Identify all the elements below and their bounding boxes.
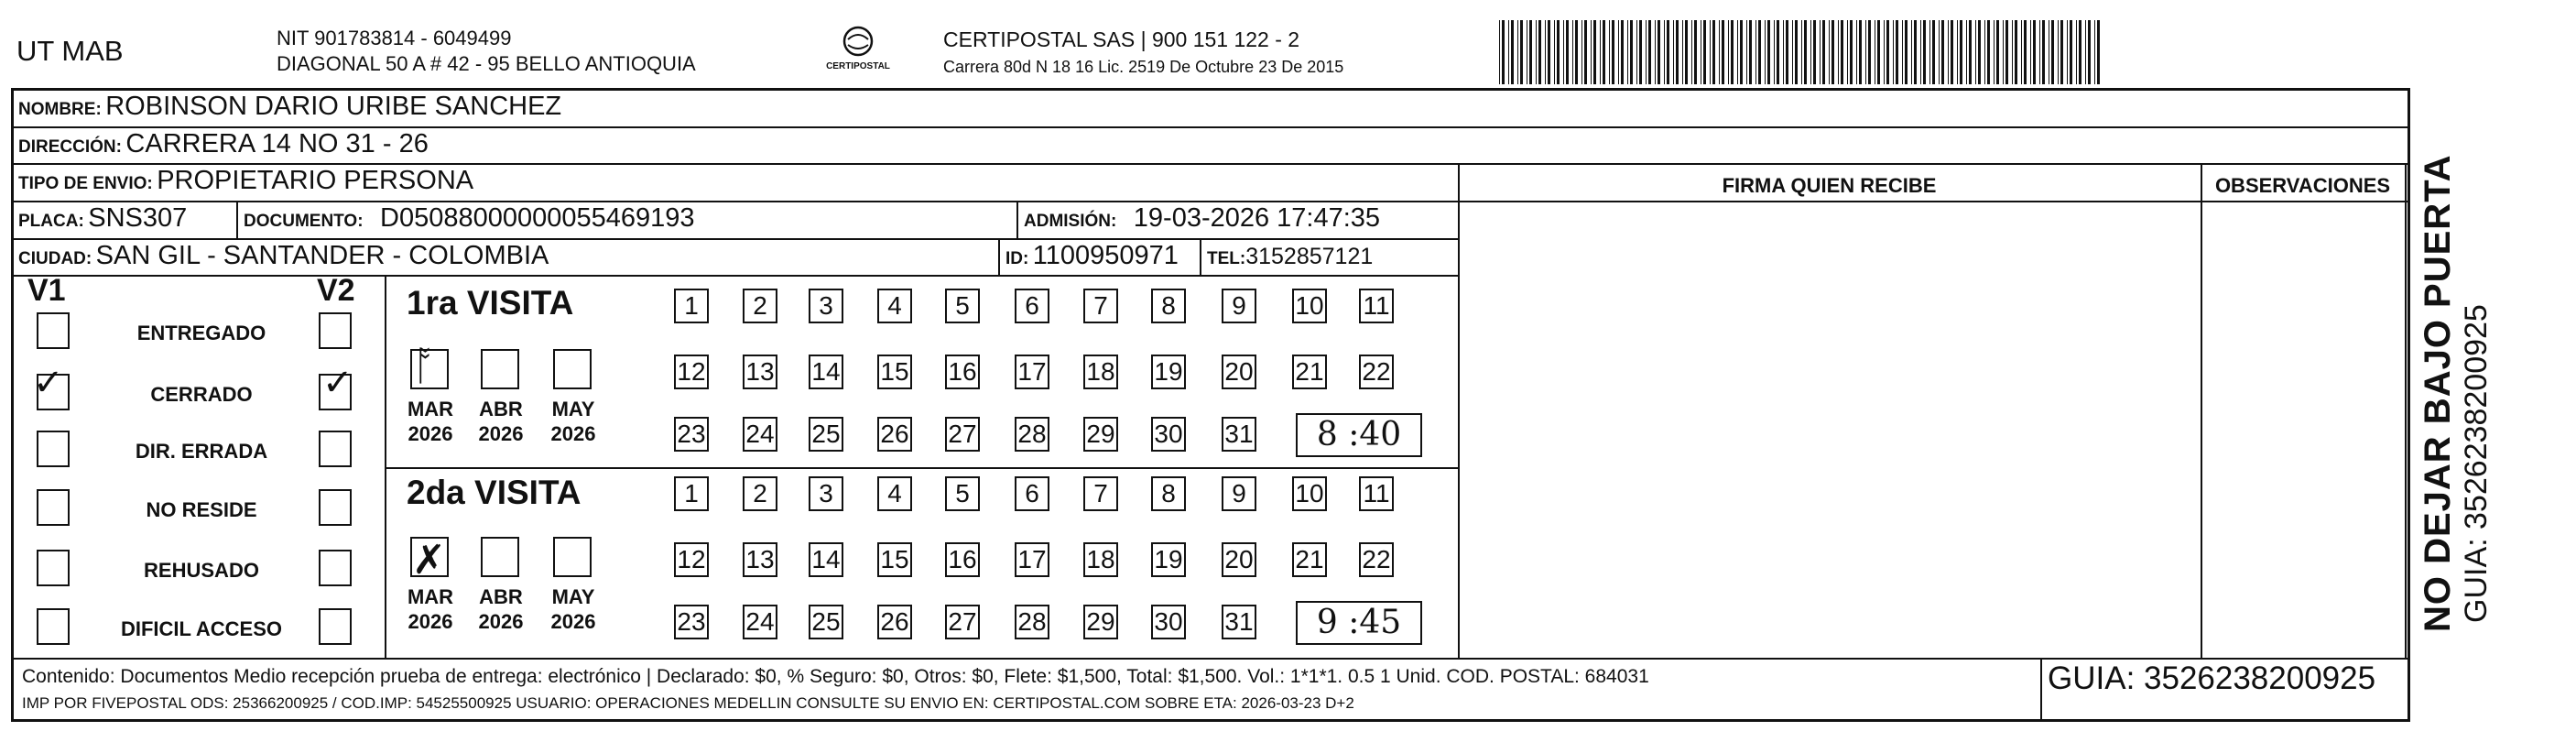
- carrier-name: CERTIPOSTAL SAS | 900 151 122 - 2: [943, 27, 1300, 51]
- print-info: IMP POR FIVEPOSTAL ODS: 25366200925 / COD.IMP: 54525500925 USUARIO: OPERACIONES MEDELLIN CONSULTE SU ENVIO EN: CERTIPOSTAL.COM SOBRE ETA: 2026-03-23 D+2: [22, 694, 1354, 712]
- visit2-day-25[interactable]: 25: [809, 605, 843, 639]
- carrier-info: [943, 26, 1343, 81]
- shipping-type: PROPIETARIO PERSONA: [157, 166, 474, 195]
- barcode: [1497, 20, 2106, 84]
- content-description: Contenido: Documentos Medio recepción prueba de entrega: electrónico | Declarado: $0, % Seguro: $0, Otros: $0, Flete: $1,500, Total: $1,500. Vol.: 1*1*1. 0.5 1 Unid. COD. POSTAL: 684031: [22, 666, 1649, 687]
- visit1-day-19[interactable]: 19: [1151, 355, 1186, 389]
- company-info: [277, 26, 696, 77]
- handwritten-mark-mar-v2: ✗: [412, 537, 446, 584]
- visit1-month-label: ABR 2026: [478, 398, 524, 445]
- handwritten-check-v2: ✓: [322, 362, 353, 404]
- visit2-day-26[interactable]: 26: [877, 605, 912, 639]
- visit2-day-12[interactable]: 12: [674, 542, 709, 577]
- visit1-title: 1ra VISITA: [407, 284, 574, 322]
- status-label: DIR. ERRADA: [135, 440, 268, 463]
- phone: 3152857121: [1245, 244, 1374, 269]
- visit2-day-6[interactable]: 6: [1015, 476, 1049, 511]
- divider: [11, 163, 2410, 165]
- v2-checkbox-5[interactable]: [319, 608, 352, 645]
- visit2-day-18[interactable]: 18: [1083, 542, 1118, 577]
- visit2-day-3[interactable]: 3: [809, 476, 843, 511]
- visit1-day-3[interactable]: 3: [809, 289, 843, 323]
- visit1-day-1[interactable]: 1: [674, 289, 709, 323]
- v1-checkbox-5[interactable]: [37, 608, 70, 645]
- admission-date: 19-03-2026 17:47:35: [1133, 203, 1381, 233]
- visit2-day-10[interactable]: 10: [1292, 476, 1327, 511]
- divider: [11, 126, 2410, 128]
- status-label: NO RESIDE: [146, 498, 257, 521]
- field-admision: ADMISIÓN: 19-03-2026 17:47:35: [1024, 203, 1381, 233]
- divider: [11, 275, 1458, 277]
- divider: [385, 467, 1458, 469]
- visit2-day-29[interactable]: 29: [1083, 605, 1118, 639]
- visit2-month-label: MAR 2026: [407, 585, 454, 633]
- visit1-month-label: MAR 2026: [407, 398, 454, 445]
- divider: [1200, 238, 1201, 275]
- visit2-day-14[interactable]: 14: [809, 542, 843, 577]
- plate-number: SNS307: [88, 203, 188, 233]
- visit2-day-19[interactable]: 19: [1151, 542, 1186, 577]
- visit2-day-9[interactable]: 9: [1222, 476, 1256, 511]
- v1-checkbox-4[interactable]: [37, 550, 70, 586]
- visit1-day-5[interactable]: 5: [945, 289, 980, 323]
- v2-header: V2: [317, 273, 355, 308]
- visit1-day-10[interactable]: 10: [1292, 289, 1327, 323]
- side-notice: [2418, 154, 2494, 632]
- v1-checkbox-3[interactable]: [37, 489, 70, 526]
- visit2-day-15[interactable]: 15: [877, 542, 912, 577]
- visit2-day-24[interactable]: 24: [743, 605, 777, 639]
- visit1-day-28[interactable]: 28: [1015, 417, 1049, 452]
- visit1-month-box-2[interactable]: [553, 349, 592, 389]
- handwritten-mark-mar-v1: ᚩ: [412, 343, 437, 389]
- company-nit: NIT 901783814 - 6049499: [277, 27, 512, 49]
- visit2-day-1[interactable]: 1: [674, 476, 709, 511]
- visit1-day-14[interactable]: 14: [809, 355, 843, 389]
- recipient-address: CARRERA 14 NO 31 - 26: [125, 129, 429, 158]
- visit2-day-4[interactable]: 4: [877, 476, 912, 511]
- visit1-day-6[interactable]: 6: [1015, 289, 1049, 323]
- divider: [11, 658, 2410, 660]
- document-number: D05088000000055469193: [380, 203, 695, 233]
- status-label: DIFICIL ACCESO: [120, 617, 282, 640]
- visit1-day-13[interactable]: 13: [743, 355, 777, 389]
- visit1-day-11[interactable]: 11: [1359, 289, 1394, 323]
- visit1-day-29[interactable]: 29: [1083, 417, 1118, 452]
- divider: [1458, 201, 2410, 202]
- visit1-day-2[interactable]: 2: [743, 289, 777, 323]
- visit1-day-21[interactable]: 21: [1292, 355, 1327, 389]
- visit1-month-label: MAY 2026: [550, 398, 596, 445]
- logo-text: CERTIPOSTAL: [826, 61, 890, 71]
- carrier-license: Carrera 80d N 18 16 Lic. 2519 De Octubre 23 De 2015: [943, 58, 1344, 76]
- visit2-day-28[interactable]: 28: [1015, 605, 1049, 639]
- recipient-name: ROBINSON DARIO URIBE SANCHEZ: [105, 92, 562, 121]
- side-guia: GUIA: 3526238200925: [2459, 304, 2494, 623]
- visit1-day-24[interactable]: 24: [743, 417, 777, 452]
- no-dejar-bajo-puerta: NO DEJAR BAJO PUERTA: [2418, 154, 2458, 632]
- visit1-day-30[interactable]: 30: [1151, 417, 1186, 452]
- visit2-day-16[interactable]: 16: [945, 542, 980, 577]
- v1-checkbox-0[interactable]: [37, 312, 70, 349]
- field-documento: DOCUMENTO: D05088000000055469193: [244, 203, 695, 233]
- status-label: REHUSADO: [144, 559, 259, 582]
- visit2-day-30[interactable]: 30: [1151, 605, 1186, 639]
- visit1-day-12[interactable]: 12: [674, 355, 709, 389]
- visit2-day-20[interactable]: 20: [1222, 542, 1256, 577]
- divider: [2405, 163, 2407, 658]
- visit2-month-box-2[interactable]: [553, 537, 592, 577]
- visit2-day-2[interactable]: 2: [743, 476, 777, 511]
- visit1-day-18[interactable]: 18: [1083, 355, 1118, 389]
- visit1-day-17[interactable]: 17: [1015, 355, 1049, 389]
- visit1-day-8[interactable]: 8: [1151, 289, 1186, 323]
- visit2-day-31[interactable]: 31: [1222, 605, 1256, 639]
- visit1-day-9[interactable]: 9: [1222, 289, 1256, 323]
- field-tipo-envio: TIPO DE ENVIO: PROPIETARIO PERSONA: [18, 166, 474, 195]
- visit2-day-23[interactable]: 23: [674, 605, 709, 639]
- visit1-day-16[interactable]: 16: [945, 355, 980, 389]
- v1-checkbox-2[interactable]: [37, 431, 70, 467]
- status-label: CERRADO: [150, 383, 253, 406]
- visit1-day-23[interactable]: 23: [674, 417, 709, 452]
- col-observaciones-header: OBSERVACIONES: [2214, 174, 2391, 197]
- divider: [1458, 163, 1460, 658]
- field-direccion: DIRECCIÓN: CARRERA 14 NO 31 - 26: [18, 129, 429, 158]
- visit1-time[interactable]: 8 :40: [1296, 413, 1422, 457]
- visit2-day-5[interactable]: 5: [945, 476, 980, 511]
- certipostal-logo: [815, 23, 902, 78]
- visit2-day-13[interactable]: 13: [743, 542, 777, 577]
- divider: [2201, 163, 2202, 658]
- divider: [11, 201, 1458, 202]
- divider: [1016, 201, 1018, 238]
- company-address: DIAGONAL 50 A # 42 - 95 BELLO ANTIOQUIA: [277, 52, 696, 75]
- visit2-month-label: MAY 2026: [550, 585, 596, 633]
- visit1-day-15[interactable]: 15: [877, 355, 912, 389]
- visit2-time[interactable]: 9 :45: [1296, 601, 1422, 645]
- field-nombre: NOMBRE: ROBINSON DARIO URIBE SANCHEZ: [18, 92, 562, 121]
- status-label: ENTREGADO: [136, 322, 266, 344]
- visit1-day-27[interactable]: 27: [945, 417, 980, 452]
- visit1-day-25[interactable]: 25: [809, 417, 843, 452]
- visit1-day-4[interactable]: 4: [877, 289, 912, 323]
- company-name: UT MAB: [16, 35, 124, 67]
- divider: [385, 275, 386, 658]
- visit1-day-20[interactable]: 20: [1222, 355, 1256, 389]
- v1-header: V1: [27, 273, 66, 308]
- recipient-id: 1100950971: [1032, 241, 1179, 270]
- handwritten-check-v1: ✓: [33, 362, 64, 404]
- visit2-day-8[interactable]: 8: [1151, 476, 1186, 511]
- v2-checkbox-4[interactable]: [319, 550, 352, 586]
- city: SAN GIL - SANTANDER - COLOMBIA: [95, 241, 549, 270]
- visit2-day-22[interactable]: 22: [1359, 542, 1394, 577]
- visit1-month-box-1[interactable]: [481, 349, 519, 389]
- visit2-title: 2da VISITA: [407, 474, 582, 511]
- visit2-month-label: ABR 2026: [478, 585, 524, 633]
- field-ciudad: CIUDAD: SAN GIL - SANTANDER - COLOMBIA: [18, 241, 549, 270]
- visit1-day-26[interactable]: 26: [877, 417, 912, 452]
- visit2-day-21[interactable]: 21: [1292, 542, 1327, 577]
- v2-checkbox-0[interactable]: [319, 312, 352, 349]
- visit2-day-17[interactable]: 17: [1015, 542, 1049, 577]
- visit1-day-7[interactable]: 7: [1083, 289, 1118, 323]
- field-tel: TEL:3152857121: [1207, 244, 1374, 269]
- field-id: ID: 1100950971: [1005, 241, 1179, 270]
- guia-number: GUIA: 3526238200925: [2048, 660, 2376, 696]
- v2-checkbox-2[interactable]: [319, 431, 352, 467]
- visit2-day-11[interactable]: 11: [1359, 476, 1394, 511]
- visit2-day-7[interactable]: 7: [1083, 476, 1118, 511]
- visit2-month-box-1[interactable]: [481, 537, 519, 577]
- divider: [2040, 658, 2042, 722]
- field-placa: PLACA: SNS307: [18, 203, 188, 233]
- visit1-day-22[interactable]: 22: [1359, 355, 1394, 389]
- visit2-day-27[interactable]: 27: [945, 605, 980, 639]
- v2-checkbox-3[interactable]: [319, 489, 352, 526]
- col-firma-header: FIRMA QUIEN RECIBE: [1722, 174, 1937, 197]
- divider: [236, 201, 238, 238]
- divider: [11, 238, 1458, 240]
- visit1-day-31[interactable]: 31: [1222, 417, 1256, 452]
- divider: [998, 238, 1000, 275]
